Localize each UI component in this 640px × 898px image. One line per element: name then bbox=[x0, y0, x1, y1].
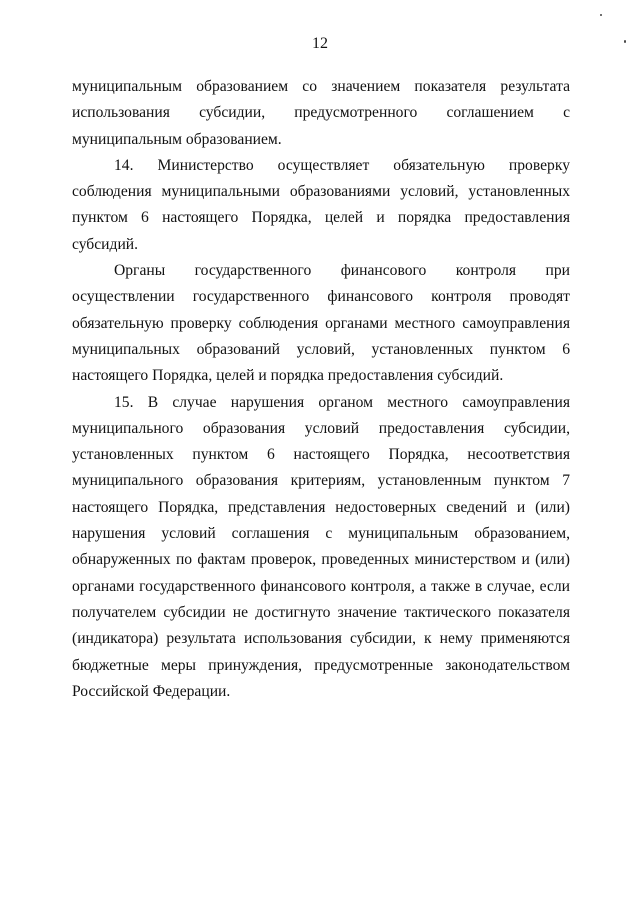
paragraph-clause-14: 14. Министерство осуществляет обязательную проверку соблюдения муниципальными образованиями условий, установленных пунктом 6 настоящего Порядка, целей и порядка предоставления субсидий. bbox=[72, 156, 570, 253]
paragraph-clause-15: 15. В случае нарушения органом местного самоуправления муниципального образования условий предоставления субсидии, установленных пунктом 6 настоящего Порядка, несоответствия муниципального образования критериям, установленным пунктом 7 настоящего Порядка, представления недостоверных сведений и (или) нарушения условий соглашения с муниципальным образованием, обнаруженных по фактам проверок, проведенных министерством и (или) органами государственного финансового контроля, а также в случае, если получателем субсидии не достигнуто значение тактического показателя (индикатора) результата использования субсидии, к нему применяются бюджетные меры принуждения, предусмотренные законодательством Российской Федерации. bbox=[72, 393, 570, 700]
document-body bbox=[72, 74, 570, 705]
page-number: 12 bbox=[312, 35, 328, 52]
scan-artifact bbox=[624, 40, 626, 43]
paragraph-financial-control: Органы государственного финансового контроля при осуществлении государственного финансового контроля проводят обязательную проверку соблюдения органами местного самоуправления муниципальных образований условий, установленных пунктом 6 настоящего Порядка, целей и порядка предоставления субсидий. bbox=[72, 262, 570, 385]
scan-artifact bbox=[600, 14, 602, 16]
paragraph-continuation: муниципальным образованием со значением показателя результата использования субсидии, предусмотренного соглашением с муниципальным образованием. bbox=[72, 78, 570, 148]
